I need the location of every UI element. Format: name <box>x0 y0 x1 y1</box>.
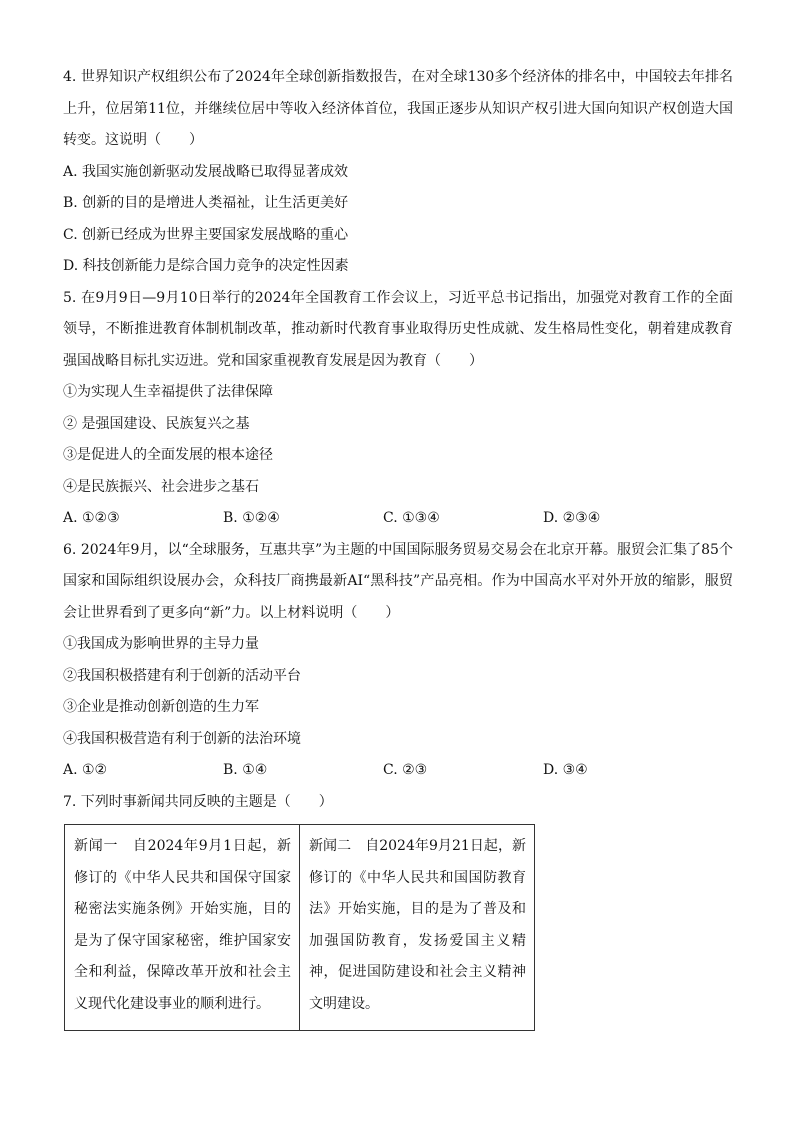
question-6 <box>63 535 733 787</box>
q6-statement-3: ③企业是推动创新创造的生力军 <box>63 699 259 715</box>
q5-options <box>63 503 733 535</box>
question-5-stem: 5. 在9月9日—9月10日举行的2024年全国教育工作会议上，习近平总书记指出，加强党对教育工作的全面领导，不断推进教育体制机制改革，推动新时代教育事业取得历史性成就、发生格局性变化，朝着建成教育强国战略目标扎实迈进。党和国家重视教育发展是因为教育（ ） <box>63 289 733 369</box>
q6-option-d: D. ③④ <box>543 762 588 778</box>
q6-option-a: A. ①② <box>63 762 108 778</box>
q5-option-b: B. ①②④ <box>223 510 280 526</box>
q6-statement-2: ②我国积极搭建有利于创新的活动平台 <box>63 667 301 684</box>
q6-option-b: B. ①④ <box>223 762 268 778</box>
question-4 <box>63 62 733 283</box>
news-one-cell: 新闻一 自2024年9月1日起，新修订的《中华人民共和国保守国家秘密法实施条例》开始实施，目的是为了保守国家秘密，维护国家安全和利益，保障改革开放和社会主义现代化建设事业的顺利进行。 <box>65 825 300 1031</box>
exam-page <box>63 62 733 1031</box>
q5-statement-3: ③是促进人的全面发展的根本途径 <box>63 447 273 463</box>
q5-statement-4: ④是民族振兴、社会进步之基石 <box>63 478 259 495</box>
q4-option-c: C. 创新已经成为世界主要国家发展战略的重心 <box>63 226 349 243</box>
question-6-stem: 6. 2024年9月，以“全球服务，互惠共享”为主题的中国国际服务贸易交易会在北京开幕。服贸会汇集了85个国家和国际组织设展办会，众科技厂商携最新AI“黑科技”产品亮相。作为中国高水平对外开放的缩影，服贸会让世界看到了更多向“新”力。以上材料说明（ ） <box>63 541 733 621</box>
news-table <box>64 824 535 1031</box>
q5-statement-2: ② 是强国建设、民族复兴之基 <box>63 415 250 432</box>
q5-statement-1: ①为实现人生幸福提供了法律保障 <box>63 384 273 400</box>
q4-option-b: B. 创新的目的是增进人类福祉，让生活更美好 <box>63 195 349 211</box>
q5-option-a: A. ①②③ <box>63 510 120 526</box>
q6-statement-1: ①我国成为影响世界的主导力量 <box>63 636 259 652</box>
q4-option-a: A. 我国实施创新驱动发展战略已取得显著成效 <box>63 163 349 180</box>
q6-options <box>63 755 733 787</box>
q5-option-c: C. ①③④ <box>383 510 440 526</box>
question-5 <box>63 283 733 535</box>
question-7 <box>63 787 733 1032</box>
question-7-stem: 7. 下列时事新闻共同反映的主题是（ ） <box>63 793 333 810</box>
q4-option-d: D. 科技创新能力是综合国力竞争的决定性因素 <box>63 258 349 274</box>
q6-option-c: C. ②③ <box>383 762 428 778</box>
q6-statement-4: ④我国积极营造有利于创新的法治环境 <box>63 730 301 747</box>
news-table-row <box>65 825 535 1031</box>
question-4-stem: 4. 世界知识产权组织公布了2024年全球创新指数报告，在对全球130多个经济体的排名中，中国较去年排名上升，位居第11位，并继续位居中等收入经济体首位，我国正逐步从知识产权引进大国向知识产权创造大国转变。这说明（ ） <box>63 69 733 148</box>
q5-option-d: D. ②③④ <box>543 510 601 526</box>
news-two-cell: 新闻二 自2024年9月21日起，新修订的《中华人民共和国国防教育法》开始实施，目的是为了普及和加强国防教育，发扬爱国主义精神，促进国防建设和社会主义精神文明建设。 <box>300 825 535 1031</box>
